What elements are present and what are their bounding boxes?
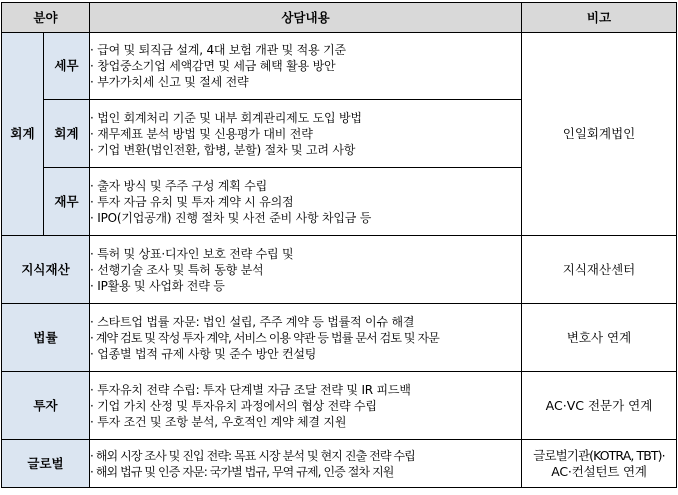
table-row	[2, 236, 677, 304]
consultation-table	[1, 2, 677, 488]
category-global: 글로벌	[2, 440, 90, 488]
list-item: · IP활용 및 사업화 전략 등	[90, 278, 225, 293]
header-field: 분야	[2, 3, 90, 33]
list-item: · IPO(기업공개) 진행 절차 및 사전 준비 사항 차입금 등	[90, 210, 372, 225]
note-global-line: 글로벌기관(KOTRA, TBT)·	[533, 447, 665, 463]
subcategory-tax: 세무	[44, 33, 90, 100]
table-row	[2, 440, 677, 488]
list-item: · 스타트업 법률 자문: 법인 설립, 주주 계약 등 법률적 이슈 해결	[90, 314, 415, 329]
list-item: · 법인 회계처리 기준 및 내부 회계관리제도 도입 방법	[90, 110, 362, 125]
category-accounting: 회계	[2, 33, 44, 236]
list-item: · 재무제표 분석 방법 및 신용평가 대비 전략	[90, 126, 313, 141]
content-cell	[90, 304, 522, 372]
content-cell	[90, 236, 522, 304]
header-row	[2, 3, 677, 33]
header-content: 상담내용	[90, 3, 522, 33]
subcategory-accounting: 회계	[44, 100, 90, 168]
list-item: · 투자유치 전략 수립: 투자 단계별 자금 조달 전략 및 IR 피드백	[90, 382, 411, 397]
list-item: · 부가가치세 신고 및 절세 전략	[90, 75, 249, 89]
list-item: · 업종별 법적 규제 사항 및 준수 방안 컨설팅	[90, 346, 317, 361]
list-item: · 해외 법규 및 인증 자문: 국가별 법규, 무역 규제, 인증 절차 지원	[90, 464, 394, 479]
content-cell	[90, 168, 522, 236]
list-item: · 급여 및 퇴직금 설계, 4대 보험 개관 및 적용 기준	[90, 43, 346, 57]
table-row	[2, 304, 677, 372]
note-accounting: 인일회계법인	[522, 33, 677, 236]
list-item: · 특허 및 상표·디자인 보호 전략 수립 및	[90, 246, 294, 261]
content-cell	[90, 100, 522, 168]
table-row	[2, 372, 677, 440]
category-ip: 지식재산	[2, 236, 90, 304]
content-cell	[90, 440, 522, 488]
note-ip: 지식재산센터	[522, 236, 677, 304]
header-note: 비고	[522, 3, 677, 33]
subcategory-finance: 재무	[44, 168, 90, 236]
list-item: · 계약 검토 및 작성 투자 계약, 서비스 이용 약관 등 법률 문서 검토 및 자문	[90, 330, 439, 345]
list-item: · 해외 시장 조사 및 진입 전략: 목표 시장 분석 및 현지 진출 전략 수립	[90, 448, 415, 463]
note-global	[522, 440, 677, 488]
list-item: · 투자 자금 유치 및 투자 계약 시 유의점	[90, 194, 294, 209]
list-item: · 기업 가치 산정 및 투자유치 과정에서의 협상 전략 수립	[90, 398, 377, 413]
note-global-line: AC·컨설턴트 연계	[551, 463, 647, 479]
note-law: 변호사 연계	[522, 304, 677, 372]
category-law: 법률	[2, 304, 90, 372]
note-investment: AC·VC 전문가 연계	[522, 372, 677, 440]
list-item: · 선행기술 조사 및 특허 동향 분석	[90, 262, 264, 277]
list-item: · 출자 방식 및 주주 구성 계획 수립	[90, 178, 268, 193]
table-row	[2, 33, 677, 100]
content-cell	[90, 33, 522, 100]
category-investment: 투자	[2, 372, 90, 440]
list-item: · 기업 변환(법인전환, 합병, 분할) 절차 및 고려 사항	[90, 142, 356, 157]
list-item: · 투자 조건 및 조항 분석, 우호적인 계약 체결 지원	[90, 414, 347, 429]
content-cell	[90, 372, 522, 440]
list-item: · 창업중소기업 세액감면 및 세금 혜택 활용 방안	[90, 59, 336, 73]
